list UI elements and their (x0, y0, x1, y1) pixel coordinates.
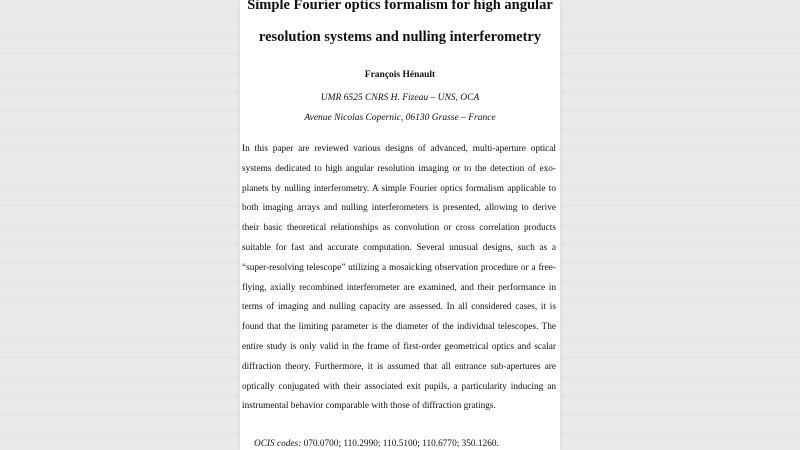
ocis-label: OCIS codes: (254, 439, 302, 449)
ocis-codes (254, 438, 499, 450)
author-name: François Hénault (364, 70, 436, 80)
document-page (240, 0, 560, 450)
paper-title-line-2: resolution systems and nulling interferometry (258, 29, 542, 45)
abstract-paragraph: In this paper are reviewed various designs of advanced, multi-aperture optical systems dedicated to high angular resolution imaging or to the detection of exo-planets by nulling interferometry. A simple Fourier optics formalism applicable to both imaging arrays and nulling interferometers is presented, allowing to derive their basic theoretical relationships as convolution or cross correlation products suitable for fast and accurate computation. Several unusual designs, such as a “super-resolving telescope” utilizing a mosaicking observation procedure or a free-flying, axially recombined interferometer are examined, and their performance in terms of imaging and nulling capacity are assessed. In all considered cases, it is found that the limiting parameter is the diameter of the individual telescopes. The entire study is only valid in the frame of first-order geometrical optics and scalar diffraction theory. Furthermore, it is assumed that all entrance sub-apertures are optically conjugated with their associated exit pupils, a particularity inducing an instrumental behavior comparable with those of diffraction gratings. (242, 144, 556, 412)
paper-title-line-1: Simple Fourier optics formalism for high angular (247, 0, 553, 13)
ocis-values: 070.0700; 110.2990; 110.5100; 110.6770; 350.1260. (303, 439, 499, 449)
affiliation-line-2: Avenue Nicolas Copernic, 06130 Grasse – France (304, 113, 496, 123)
affiliation-line-1: UMR 6525 CNRS H. Fizeau – UNS, OCA (320, 93, 480, 103)
